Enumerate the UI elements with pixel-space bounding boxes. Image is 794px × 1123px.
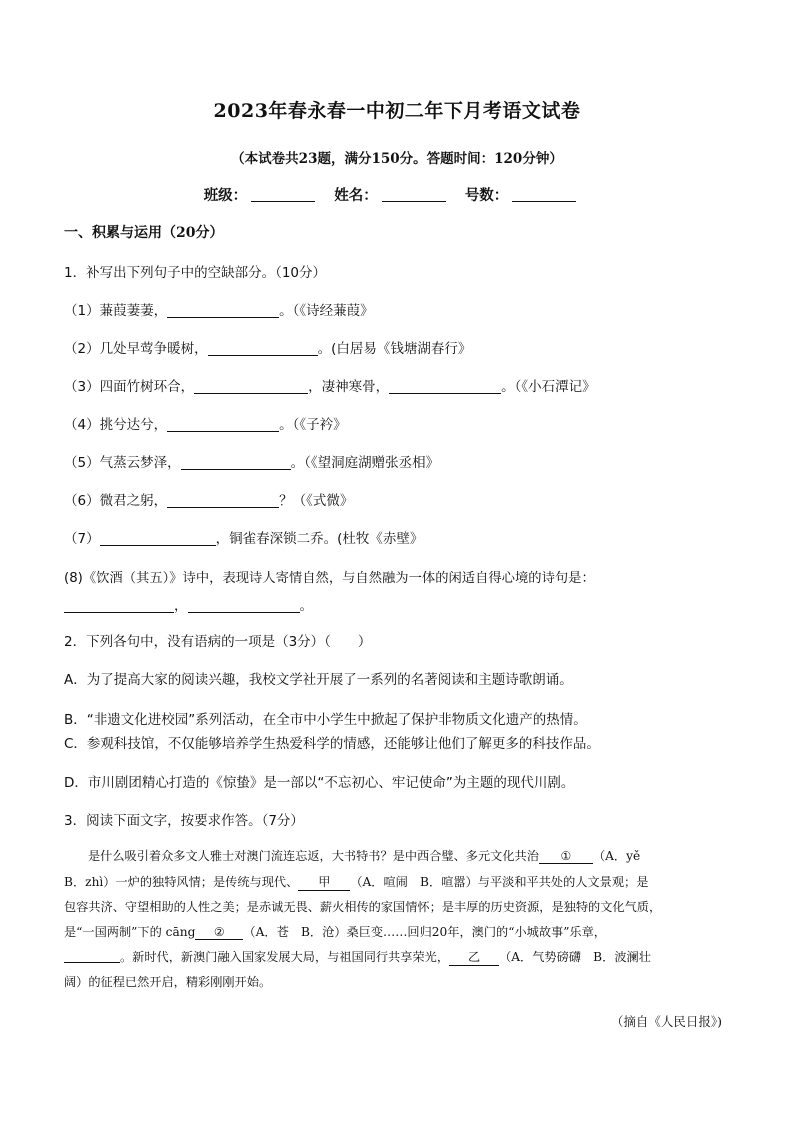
passage-line-2: B．zhì）一炉的独特风情；是传统与现代、 甲 （A．喧闹 B．喧嚣）与平淡和平共处的人文景观；是 xyxy=(64,875,649,889)
q1-item-7: （7） ，铜雀春深锁二乔。(杜牧《赤壁》 xyxy=(64,531,424,547)
class-label: 班级： xyxy=(203,187,248,204)
q1-item-2: （2）几处早莺争暖树， 。(白居易《钱塘湖春行》 xyxy=(64,341,472,357)
name-label: 姓名： xyxy=(334,187,378,204)
student-info-row xyxy=(0,184,794,205)
q2-option-d[interactable]: D．市川剧团精心打造的《惊蛰》是一部以“不忘初心、牢记使命”为主题的现代川剧。 xyxy=(64,775,575,791)
passage-line-4: 是“一国两制”下的 cāng ② （A．苍 B．沧）桑巨变……回归20年，澳门的“小城故事”乐章， xyxy=(64,925,606,939)
q1-item-8-blanks: ， 。 xyxy=(64,594,313,614)
number-label: 号数： xyxy=(464,187,509,204)
q2-option-c[interactable]: C．参观科技馆，不仅能够培养学生热爱科学的情感，还能够让他们了解更多的科技作品。 xyxy=(64,736,600,752)
exam-instructions: （本试卷共23题，满分150分。答题时间：120分钟） xyxy=(231,151,563,167)
section-heading: 一、积累与运用（20分） xyxy=(64,225,224,241)
name-blank[interactable] xyxy=(382,187,446,202)
q1-item-1: （1）蒹葭萋萋， 。（《诗经蒹葭》 xyxy=(64,303,374,319)
answer-blank[interactable] xyxy=(100,531,216,546)
page-title: 2023年春永春一中初二年下月考语文试卷 xyxy=(213,100,581,122)
question-1-stem: 1．补写出下列句子中的空缺部分。（10分） xyxy=(64,265,327,281)
blank-1[interactable]: ① xyxy=(539,849,593,864)
blank-jia[interactable]: 甲 xyxy=(298,873,350,891)
q1-item-3: （3）四面竹树环合， ，凄神寒骨， 。（《小石潭记》 xyxy=(64,379,596,395)
answer-blank[interactable] xyxy=(181,455,291,470)
passage-line-5: 。新时代，新澳门融入国家发展大局，与祖国同行共享荣光， 乙 （A．气势磅礴 B．波澜壮 xyxy=(64,948,651,966)
question-3-stem: 3．阅读下面文字，按要求作答。（7分） xyxy=(64,813,304,829)
q1-item-5: （5）气蒸云梦泽， 。（《望洞庭湖赠张丞相》 xyxy=(64,455,440,471)
answer-blank[interactable] xyxy=(188,598,300,613)
answer-blank[interactable] xyxy=(167,303,279,318)
blank-sentence[interactable] xyxy=(64,948,120,963)
answer-blank[interactable] xyxy=(64,598,174,613)
passage-line-6: 阔）的征程已然开启，精彩刚刚开始。 xyxy=(64,975,272,989)
class-blank[interactable] xyxy=(251,187,315,202)
answer-blank[interactable] xyxy=(167,493,279,508)
answer-blank[interactable] xyxy=(194,379,308,394)
answer-blank[interactable] xyxy=(208,341,318,356)
passage-source: （摘自《人民日报》) xyxy=(610,1014,722,1029)
blank-2[interactable]: ② xyxy=(195,925,243,940)
passage-line-3: 包容共济、守望相助的人性之美；是赤诚无畏、薪火相传的家国情怀；是丰厚的历史资源，是独特的文化气质， xyxy=(64,900,662,914)
number-blank[interactable] xyxy=(512,187,576,202)
blank-yi[interactable]: 乙 xyxy=(449,948,499,966)
passage-line-1: 是什么吸引着众多文人雅士对澳门流连忘返，大书特书？是中西合璧、多元文化共治 ① （A．yě xyxy=(88,849,641,863)
q2-option-b[interactable]: B．“非遗文化进校园”系列活动，在全市中小学生中掀起了保护非物质文化遗产的热情。 xyxy=(64,712,587,728)
answer-blank[interactable] xyxy=(167,417,279,432)
q1-item-4: （4）挑兮达兮， 。（《子衿》 xyxy=(64,417,347,433)
q1-item-6: （6）微君之躬， ？（《式微》 xyxy=(64,493,354,509)
question-2-stem: 2．下列各句中，没有语病的一项是（3分）（ ） xyxy=(64,634,372,650)
q1-item-8: (8)《饮酒（其五）》诗中，表现诗人寄情自然，与自然融为一体的闲适自得心境的诗句是： xyxy=(64,571,595,586)
q2-option-a[interactable]: A．为了提高大家的阅读兴趣，我校文学社开展了一系列的名著阅读和主题诗歌朗诵。 xyxy=(64,672,573,688)
answer-blank[interactable] xyxy=(389,379,501,394)
